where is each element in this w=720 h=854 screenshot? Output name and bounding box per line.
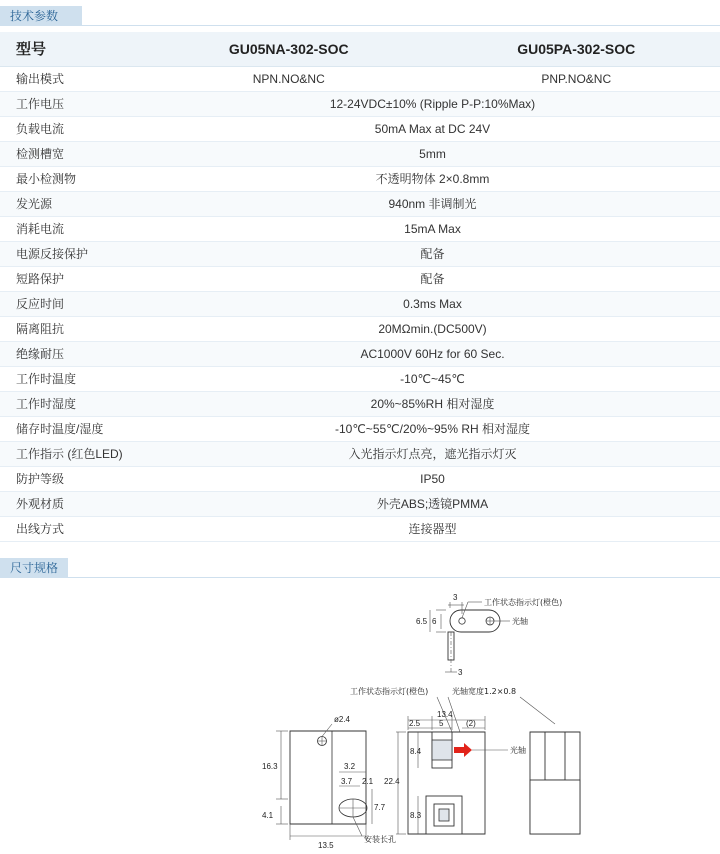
dim-top-3: 3 — [453, 593, 458, 602]
dim-side-13-5: 13.5 — [318, 841, 334, 850]
row-label: 发光源 — [0, 191, 145, 216]
row-label: 工作电压 — [0, 91, 145, 116]
row-label: 工作时温度 — [0, 366, 145, 391]
callout-beam-width: 光轴宽度1.2×0.8 — [452, 686, 516, 696]
row-label: 防护等级 — [0, 466, 145, 491]
row-label: 电源反接保护 — [0, 241, 145, 266]
row-value: 5mm — [145, 141, 720, 166]
spec-table-body — [0, 32, 720, 541]
dim-front-22-4: 22.4 — [384, 777, 400, 786]
dim-side-3-2: 3.2 — [344, 762, 356, 771]
table-row — [0, 191, 720, 216]
side-view-right — [530, 732, 580, 834]
callout-led-mid: 工作状态指示灯(橙色) — [350, 686, 428, 696]
dim-side-3-7: 3.7 — [341, 777, 353, 786]
row-label: 消耗电流 — [0, 216, 145, 241]
dim-top-bottom-3: 3 — [458, 668, 463, 677]
header-cell-model: 型号 — [0, 32, 145, 66]
dim-front-8-3: 8.3 — [410, 811, 422, 820]
dim-front-13-4: 13.4 — [437, 710, 453, 719]
row-label: 出线方式 — [0, 516, 145, 541]
row-label: 输出模式 — [0, 66, 145, 91]
dim-side-16-3: 16.3 — [262, 762, 278, 771]
header-cell-col2: GU05PA-302-SOC — [433, 32, 720, 66]
row-label: 负载电流 — [0, 116, 145, 141]
side-view-outline — [290, 731, 366, 824]
row-value: 0.3ms Max — [145, 291, 720, 316]
row-value: 50mA Max at DC 24V — [145, 116, 720, 141]
dim-front-5: 5 — [439, 719, 444, 728]
row-label: 短路保护 — [0, 266, 145, 291]
mid-callouts — [350, 686, 555, 732]
top-view — [416, 593, 562, 677]
row-value: 20MΩmin.(DC500V) — [145, 316, 720, 341]
dimension-drawing — [0, 584, 720, 854]
row-label: 绝缘耐压 — [0, 341, 145, 366]
leader-beam-width — [520, 697, 555, 724]
row-value: 入光指示灯点亮，遮光指示灯灭 — [145, 441, 720, 466]
row-label: 隔离阻抗 — [0, 316, 145, 341]
table-row — [0, 291, 720, 316]
row-value-col1: NPN.NO&NC — [145, 66, 433, 91]
dim-side-2-1: 2.1 — [362, 777, 374, 786]
front-view-slot-inner — [432, 740, 452, 760]
table-row — [0, 341, 720, 366]
row-label: 工作指示 (红色LED) — [0, 441, 145, 466]
row-value: AC1000V 60Hz for 60 Sec. — [145, 341, 720, 366]
section-header-dimensions-rule — [0, 577, 720, 578]
dim-side-4-1: 4.1 — [262, 811, 274, 820]
datasheet-page — [0, 6, 720, 789]
section-header-dimensions-label: 尺寸规格 — [0, 558, 68, 578]
row-value: -10℃~55℃/20%~95% RH 相对湿度 — [145, 416, 720, 441]
table-header-row — [0, 32, 720, 66]
row-label: 工作时湿度 — [0, 391, 145, 416]
section-header-specs-label: 技术参数 — [0, 6, 68, 26]
row-label: 储存时温度/湿度 — [0, 416, 145, 441]
table-row — [0, 316, 720, 341]
table-row — [0, 266, 720, 291]
row-label: 检测槽宽 — [0, 141, 145, 166]
row-value: 配备 — [145, 266, 720, 291]
row-value: 15mA Max — [145, 216, 720, 241]
dim-top-6: 6 — [432, 617, 437, 626]
section-header-specs — [0, 6, 720, 26]
row-label: 最小检测物 — [0, 166, 145, 191]
top-view-stem — [448, 632, 454, 660]
table-row — [0, 216, 720, 241]
dim-top-6-5: 6.5 — [416, 617, 428, 626]
row-value: 20%~85%RH 相对湿度 — [145, 391, 720, 416]
row-value: 配备 — [145, 241, 720, 266]
row-label: 外观材质 — [0, 491, 145, 516]
right-view-notch — [545, 732, 565, 780]
front-view — [384, 710, 526, 834]
callout-mount-hole: 安装长孔 — [364, 834, 396, 844]
table-row — [0, 241, 720, 266]
front-view-connector-core — [439, 809, 449, 821]
dim-front-2: (2) — [466, 719, 476, 728]
side-view-left — [262, 715, 396, 850]
table-row — [0, 391, 720, 416]
row-value: 940nm 非调制光 — [145, 191, 720, 216]
row-label: 反应时间 — [0, 291, 145, 316]
table-row — [0, 516, 720, 541]
table-row — [0, 366, 720, 391]
row-value-col2: PNP.NO&NC — [433, 66, 720, 91]
section-header-specs-rule — [0, 25, 720, 26]
table-row — [0, 416, 720, 441]
callout-axis-top: 光轴 — [512, 616, 528, 626]
callout-led-top: 工作状态指示灯(橙色) — [484, 597, 562, 607]
dim-side-7-7: 7.7 — [374, 803, 386, 812]
spec-table — [0, 32, 720, 542]
header-cell-col1: GU05NA-302-SOC — [145, 32, 433, 66]
row-value: 连接器型 — [145, 516, 720, 541]
table-row — [0, 91, 720, 116]
table-row — [0, 166, 720, 191]
dim-front-2-5: 2.5 — [409, 719, 421, 728]
dim-front-8-4: 8.4 — [410, 747, 422, 756]
row-value: 不透明物体 2×0.8mm — [145, 166, 720, 191]
table-row — [0, 66, 720, 91]
callout-axis-mid: 光轴 — [510, 745, 526, 755]
dimension-drawing-svg — [0, 584, 720, 854]
table-row — [0, 116, 720, 141]
row-value: -10℃~45℃ — [145, 366, 720, 391]
table-row — [0, 141, 720, 166]
table-row — [0, 491, 720, 516]
dim-hole-dia: ø2.4 — [334, 715, 351, 724]
right-view-base — [530, 780, 580, 834]
table-row — [0, 466, 720, 491]
table-row — [0, 441, 720, 466]
section-header-dimensions — [0, 558, 720, 578]
row-value: IP50 — [145, 466, 720, 491]
row-value: 外壳ABS;透镜PMMA — [145, 491, 720, 516]
row-value: 12-24VDC±10% (Ripple P-P:10%Max) — [145, 91, 720, 116]
